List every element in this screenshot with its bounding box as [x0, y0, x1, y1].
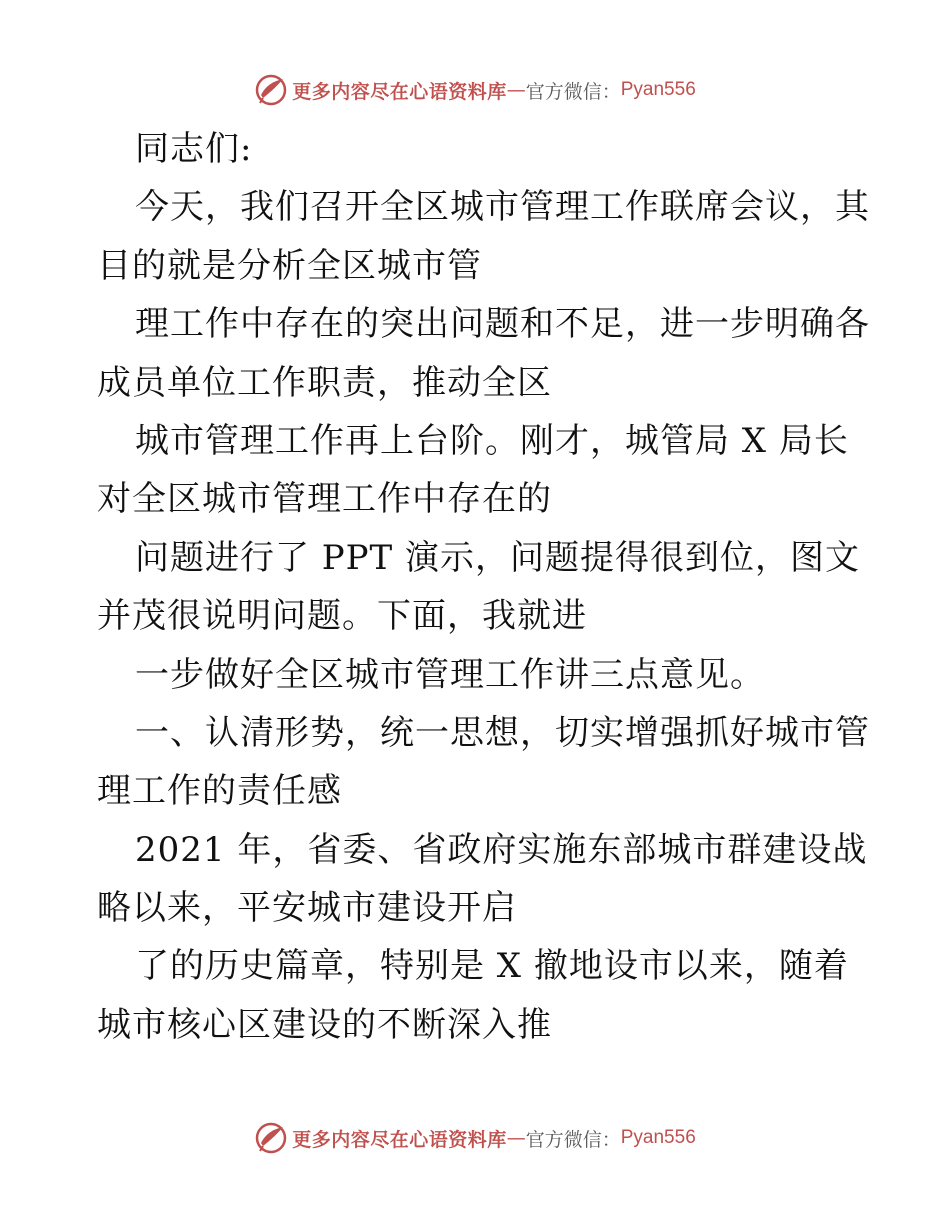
- banner-site-name: 更多内容尽在心语资料库: [292, 1128, 507, 1151]
- banner-wechat-handle: Pyan556: [620, 1127, 696, 1148]
- document-line: 了的历史篇章，特别是 X 撤地设市以来，随着: [135, 946, 849, 987]
- header-banner: [0, 70, 950, 110]
- footer-banner: [0, 1118, 950, 1158]
- document-line: 一步做好全区城市管理工作讲三点意见。: [135, 654, 765, 695]
- document-line: 今天，我们召开全区城市管理工作联席会议，其: [135, 187, 870, 228]
- document-line: 城市管理工作再上台阶。刚才，城管局 X 局长: [135, 420, 849, 461]
- document-line: 并茂很说明问题。下面，我就进: [97, 596, 587, 637]
- document-line: 成员单位工作职责，推动全区: [97, 362, 552, 403]
- banner-site-name: 更多内容尽在心语资料库: [292, 80, 507, 103]
- banner-wechat-label: 官方微信：: [525, 1128, 621, 1151]
- banner-wechat-label: 官方微信：: [525, 80, 621, 103]
- banner-wechat-handle: Pyan556: [620, 79, 696, 100]
- pen-logo-icon: [254, 1121, 288, 1155]
- document-line: 略以来，平安城市建设开启: [97, 888, 517, 929]
- document-line: 一、认清形势，统一思想，切实增强抓好城市管: [135, 712, 870, 753]
- document-line: 2021 年，省委、省政府实施东部城市群建设战: [135, 829, 868, 870]
- document-line: 理工作中存在的突出问题和不足，进一步明确各: [135, 304, 870, 345]
- document-line: 目的就是分析全区城市管: [97, 245, 482, 286]
- banner-separator: —: [506, 1127, 526, 1149]
- document-line: 同志们:: [135, 129, 253, 169]
- document-line: 对全区城市管理工作中存在的: [97, 479, 552, 520]
- pen-logo-icon: [254, 73, 288, 107]
- document-line: 城市核心区建设的不断深入推: [97, 1004, 552, 1045]
- document-line: 理工作的责任感: [97, 771, 342, 812]
- document-line: 问题进行了 PPT 演示，问题提得很到位，图文: [135, 537, 861, 578]
- document-body: [97, 120, 870, 1054]
- banner-separator: —: [506, 79, 526, 101]
